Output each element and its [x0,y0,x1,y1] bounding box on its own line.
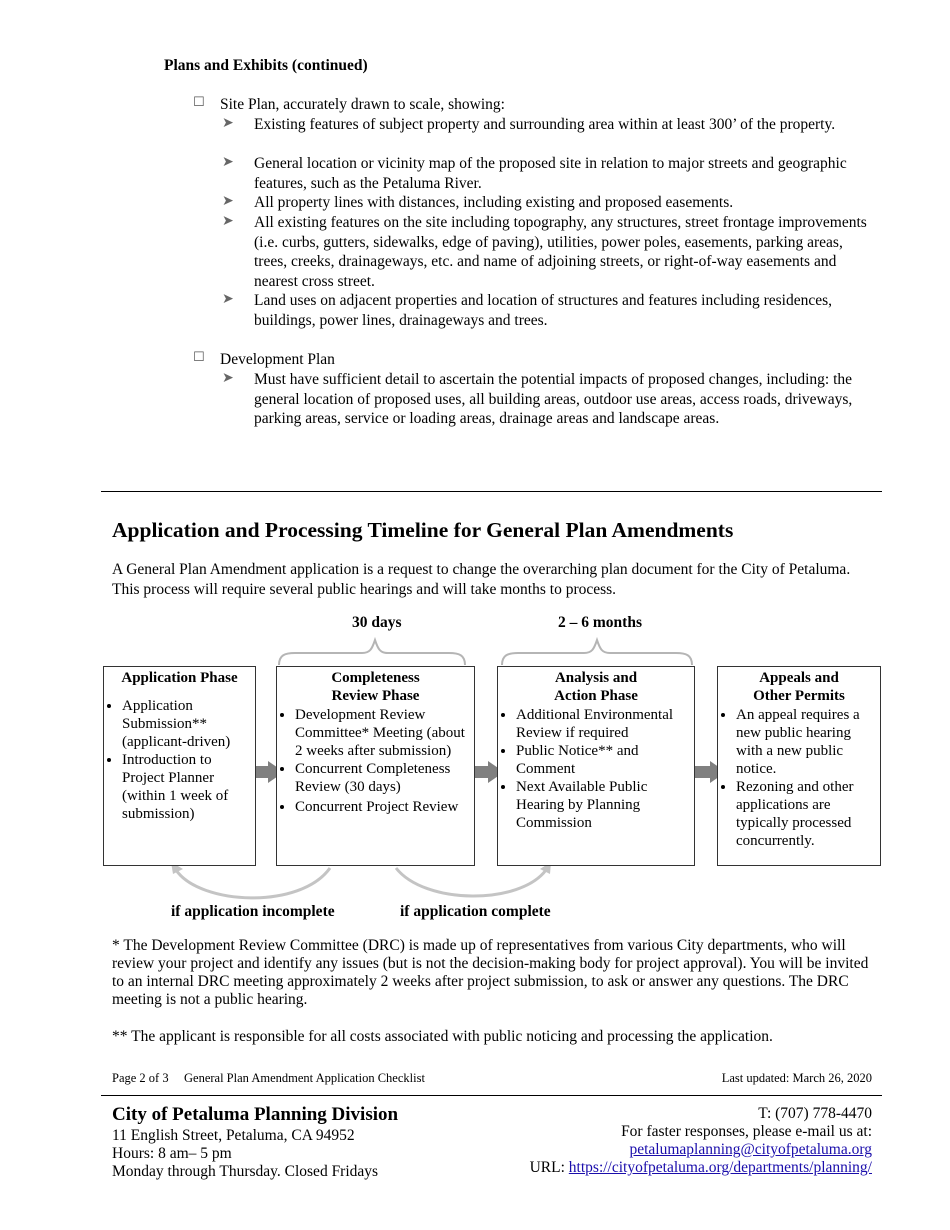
url-row [530,1159,872,1177]
loop-label-complete: if application complete [400,903,551,920]
duration-label-2-6-months: 2 – 6 months [558,614,642,631]
brace-2-6-months [502,640,692,665]
phase-title-line: Action Phase [554,688,638,704]
email-link-row [629,1141,872,1159]
org-address: 11 English Street, Petaluma, CA 94952 [112,1127,355,1144]
arrow-bullet-icon: ➤ [222,115,234,131]
timeline-intro: A General Plan Amendment application is a request to change the overarching plan document for the City of Petaluma. This process will require several public hearings and will take months to process. [112,561,851,598]
phase-bullet: • Rezoning and other applications are typically processed concurrently. [736,778,880,850]
phase-bullet: • An appeal requires a new public hearing with a new public notice. [736,706,880,778]
phase-title-line: Appeals and [759,670,839,686]
phase-bullet: • Additional Environmental Review if required [516,706,694,742]
duration-label-30-days: 30 days [352,614,402,631]
phase-bullet: • Concurrent Completeness Review (30 days) [295,760,474,796]
planning-url-link[interactable]: https://cityofpetaluma.org/departments/planning/ [568,1159,872,1176]
phase-box-analysis-action [497,666,695,866]
footer-divider [101,1095,882,1096]
phase-box-application [103,666,256,866]
email-link[interactable]: petalumaplanning@cityofpetaluma.org [629,1141,872,1158]
footnote-costs: ** The applicant is responsible for all costs associated with public noticing and processing the application. [112,1028,773,1045]
phase-box-appeals-permits [717,666,881,866]
development-plan-bullet: Must have sufficient detail to ascertain the potential impacts of proposed changes, including: the general location of proposed uses, all building areas, outdoor use areas, access roads, driveways, parking areas, service or loading areas, drainage areas and landscape areas. [254,371,853,427]
arrow-bullet-icon: ➤ [222,291,234,307]
phase-title-line: Analysis and [554,670,638,686]
phase-title: Application Phase [121,670,238,686]
loop-label-incomplete: if application incomplete [171,903,335,920]
site-plan-bullet: All existing features on the site including topography, any structures, street frontage improvements (i.e. curbs, gutters, sidewalks, edge of paving), utilities, power poles, easements, parking areas, trees, creeks, drainageways, etc. and name of adjoining streets, or right-of-way easements and nearest cross street. [254,214,867,290]
document-title: General Plan Amendment Application Checklist [184,1071,425,1085]
phase-title-line: Review Phase [331,688,420,704]
phase-title-line: Completeness [331,670,420,686]
contact-phone: T: (707) 778-4470 [758,1105,872,1122]
arrow-bullet-icon: ➤ [222,213,234,229]
checklist-item-development-plan: Development Plan [220,351,335,368]
section-heading-plans: Plans and Exhibits (continued) [164,57,368,74]
site-plan-bullet: General location or vicinity map of the proposed site in relation to major streets and geographic features, such as the Petaluma River. [254,155,847,192]
phase-title [718,669,880,705]
phase-title-line: Other Permits [753,688,845,704]
org-name: City of Petaluma Planning Division [112,1104,399,1125]
phase-box-completeness-review [276,666,475,866]
phase-bullet: • Next Available Public Hearing by Planning Commission [516,778,694,832]
site-plan-bullet: Land uses on adjacent properties and location of structures and features including residences, buildings, power lines, drainageways and trees. [254,292,833,329]
timeline-heading: Application and Processing Timeline for General Plan Amendments [112,518,734,542]
site-plan-bullet: All property lines with distances, including existing and proposed easements. [254,194,734,211]
checklist-item-site-plan: Site Plan, accurately drawn to scale, showing: [220,96,505,113]
checkbox-icon[interactable]: ☐ [193,95,205,110]
footnote-drc: * The Development Review Committee (DRC) is made up of representatives from various City departments, who will review your project and identify any issues (but is not the decision-making body for project approval). You will be invited to an internal DRC meeting approximately 2 weeks after project submission, to ask or answer any questions. The DRC meeting is not a public hearing. [112,937,869,1008]
phase-bullet: • Public Notice** and Comment [516,742,694,778]
phase-title [277,669,474,705]
last-updated: Last updated: March 26, 2020 [721,1071,872,1085]
site-plan-bullet: Existing features of subject property and surrounding area within at least 300’ of the property. [254,116,836,133]
phase-bullet: • Development Review Committee* Meeting (about 2 weeks after submission) [295,706,474,760]
loop-arrow-incomplete [176,868,330,898]
checkbox-icon[interactable]: ☐ [193,350,205,365]
org-days: Monday through Thursday. Closed Fridays [112,1163,379,1180]
phase-bullet: • Concurrent Project Review [295,798,474,816]
page-number: Page 2 of 3 [112,1071,169,1085]
brace-30-days [279,640,465,665]
phase-bullet: • Introduction to Project Planner (within 1 week of submission) [122,751,255,823]
phase-bullet: • Application Submission** (applicant-driven) [122,697,255,751]
arrow-bullet-icon: ➤ [222,193,234,209]
org-hours: Hours: 8 am– 5 pm [112,1145,232,1162]
arrow-bullet-icon: ➤ [222,154,234,170]
loop-arrow-complete [396,868,546,896]
arrow-bullet-icon: ➤ [222,370,234,386]
phase-title [498,669,694,705]
email-prompt: For faster responses, please e-mail us at: [621,1123,872,1140]
url-label: URL: [529,1159,565,1176]
